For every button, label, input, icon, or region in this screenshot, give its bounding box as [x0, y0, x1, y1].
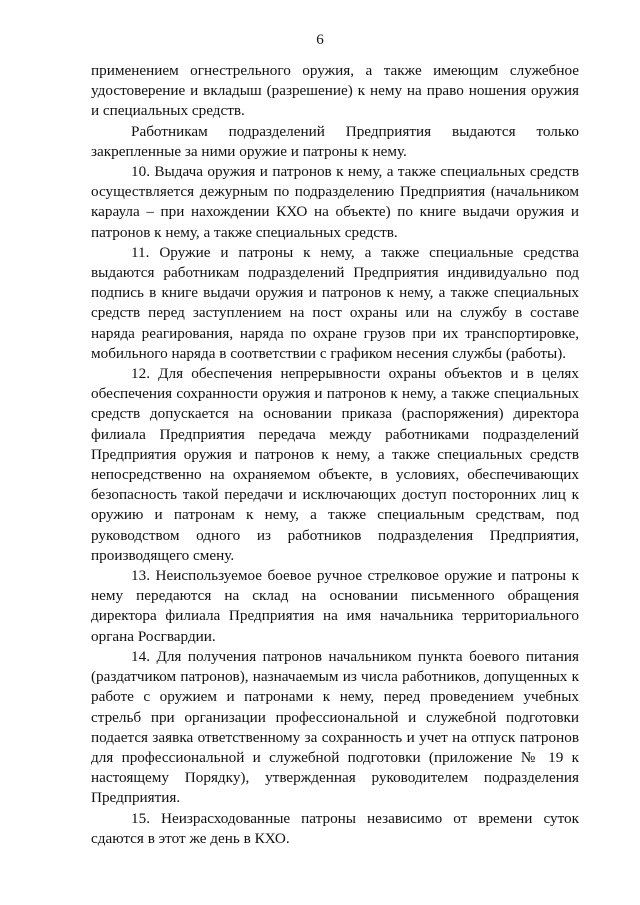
- paragraph-issued-weapons: Работникам подразделений Предприятия выдаются только закрепленные за ними оружие и патроны к нему.: [91, 122, 579, 160]
- page-number: 6: [316, 32, 324, 48]
- paragraph-10: 10. Выдача оружия и патронов к нему, а также специальных средств осуществляется дежурным по подразделению Предприятия (начальником караула – при нахождении КХО на объекте) по книге выдачи оружия и патронов к нему, а также специальных средств.: [91, 163, 579, 241]
- paragraph-15: 15. Неизрасходованные патроны независимо от времени суток сдаются в этот же день в КХО.: [91, 809, 579, 847]
- document-body: [91, 61, 579, 849]
- paragraph-14: 14. Для получения патронов начальником пункта боевого питания (раздатчиком патронов), назначаемым из числа работников, допущенных к работе с оружием и патронами к нему, перед проведением учебных стрельб при организации профессиональной и служебной подготовки подается заявка ответственному за сохранность и учет на отпуск патронов для профессиональной и служебной подготовки (приложение № 19 к настоящему Порядку), утвержденная руководителем подразделения Предприятия.: [91, 647, 579, 807]
- paragraph-11: 11. Оружие и патроны к нему, а также специальные средства выдаются работникам подразделений Предприятия индивидуально под подпись в книге выдачи оружия и патронов к нему, а также специальных средств перед заступлением на пост охраны или на службу в составе наряда реагирования, наряда по охране грузов при их транспортировке, мобильного наряда в соответствии с графиком несения службы (работы).: [91, 243, 579, 362]
- paragraph-13: 13. Неиспользуемое боевое ручное стрелковое оружие и патроны к нему передаются на склад на основании письменного обращения директора филиала Предприятия на имя начальника территориального органа Росгвардии.: [91, 567, 579, 645]
- paragraph-continuation: применением огнестрельного оружия, а также имеющим служебное удостоверение и вкладыш (разрешение) к нему на право ношения оружия и специальных средств.: [91, 62, 579, 120]
- paragraph-12: 12. Для обеспечения непрерывности охраны объектов и в целях обеспечения сохранности оружия и патронов к нему, а также специальных средств допускается на основании приказа (распоряжения) директора филиала Предприятия передача между работниками подразделений Предприятия оружия и патронов к нему, а также специальных средств непосредственно на охраняемом объекте, в условиях, обеспечивающих безопасность такой передачи и исключающих доступ посторонних лиц к оружию и патронам к нему, а также специальным средствам, под руководством одного из работников подразделения Предприятия, производящего смену.: [91, 365, 579, 564]
